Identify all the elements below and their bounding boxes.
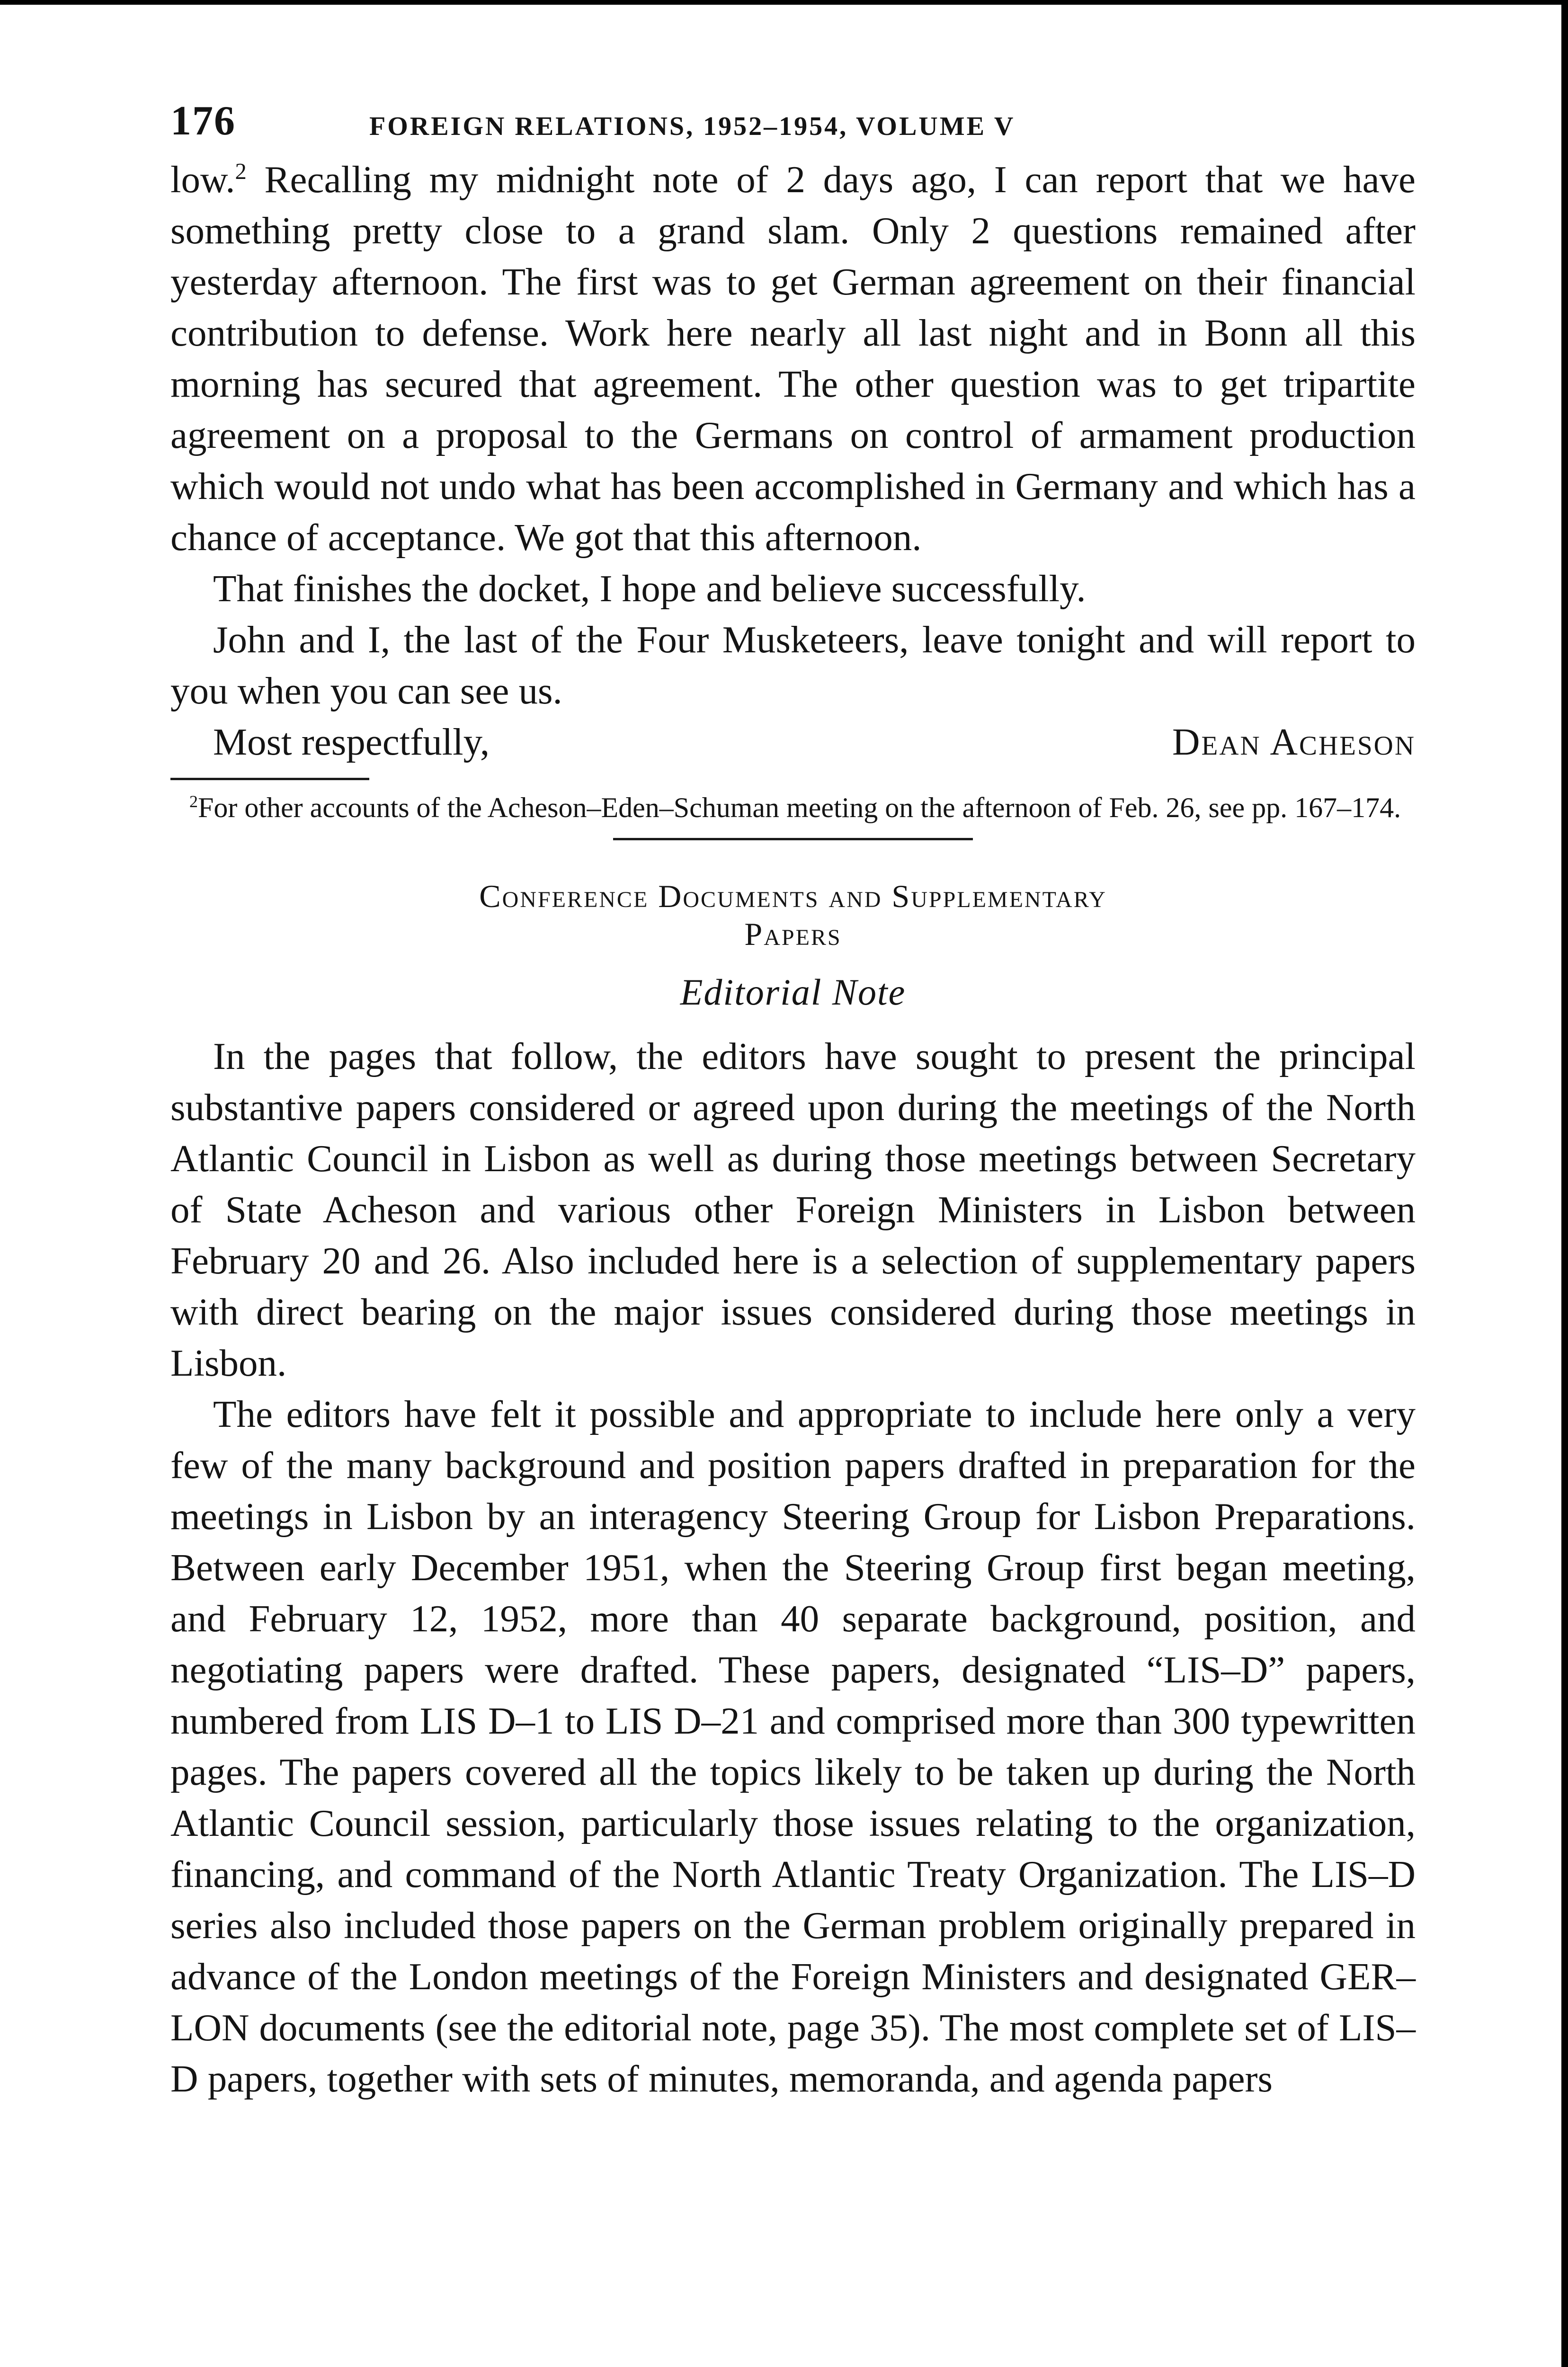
section-title-line: Papers xyxy=(744,916,842,952)
letter-continuation-paragraph xyxy=(170,154,1416,563)
letter-paragraph: John and I, the last of the Four Musketeers, leave tonight and will report to you when you can see us. xyxy=(170,618,1416,712)
footnote-marker: 2 xyxy=(189,792,198,811)
scan-edge-right xyxy=(1561,0,1568,2367)
scan-edge-top xyxy=(0,0,1568,5)
running-head: FOREIGN RELATIONS, 1952–1954, VOLUME V xyxy=(369,112,1016,141)
footnote-text: For other accounts of the Acheson–Eden–Schuman meeting on the afternoon of Feb. 26, see pp. 167–174. xyxy=(198,792,1401,823)
page-header xyxy=(170,97,1416,154)
letter-closing: Most respectfully, xyxy=(213,721,490,763)
document-page xyxy=(170,97,1416,2104)
letter-signature: Dean Acheson xyxy=(1172,721,1416,763)
footnote-reference: 2 xyxy=(235,159,247,184)
letter-signoff xyxy=(170,716,1416,767)
footnote-divider xyxy=(170,778,369,780)
continuation-text: Recalling my midnight note of 2 days ago, I can report that we have something pretty close to a grand slam. Only 2 questions remained after yesterday afternoon. The first was to get German agreement on their financial contribution to defense. Work here nearly all last night and in Bonn all this morning has secured that agreement. The other question was to get tripartite agreement on a proposal to the Germans on control of armament production which would not undo what has been accomplished in Germany and which has a chance of acceptance. We got that this afternoon. xyxy=(170,158,1416,559)
letter-paragraph: That finishes the docket, I hope and believe successfully. xyxy=(213,567,1086,610)
editorial-paragraph: The editors have felt it possible and appropriate to include here only a very few of the many background and position papers drafted in preparation for the meetings in Lisbon by an interagency Steering Group for Lisbon Preparations. Between early December 1951, when the Steering Group first began meeting, and February 12, 1952, more than 40 separate background, position, and negotiating papers were drafted. These papers, designated “LIS–D” papers, numbered from LIS D–1 to LIS D–21 and comprised more than 300 typewritten pages. The papers covered all the topics likely to be taken up during the North Atlantic Council session, particularly those issues relating to the organization, financing, and command of the North Atlantic Treaty Organization. The LIS–D series also included those papers on the German problem originally prepared in advance of the London meetings of the Foreign Ministers and designated GER–LON documents (see the editorial note, page 35). The most complete set of LIS–D papers, together with sets of minutes, memoranda, and agenda papers xyxy=(170,1393,1416,2100)
editorial-paragraph: In the pages that follow, the editors have sought to present the principal substantive papers considered or agreed upon during the meetings of the North Atlantic Council in Lisbon as well as during those meetings between Secretary of State Acheson and various other Foreign Ministers in Lisbon between February 20 and 26. Also included here is a selection of supplementary papers with direct bearing on the major issues considered during those meetings in Lisbon. xyxy=(170,1035,1416,1384)
continuation-lead: low. xyxy=(170,158,235,201)
letter-body xyxy=(170,154,1416,767)
section-divider xyxy=(613,838,973,840)
section-title-line: Conference Documents and Supplementary xyxy=(479,878,1107,914)
page-number: 176 xyxy=(170,98,236,144)
section-subtitle: Editorial Note xyxy=(680,971,906,1013)
footnote xyxy=(170,790,1416,826)
editorial-note-body xyxy=(170,1031,1416,2104)
section-title xyxy=(170,877,1416,953)
